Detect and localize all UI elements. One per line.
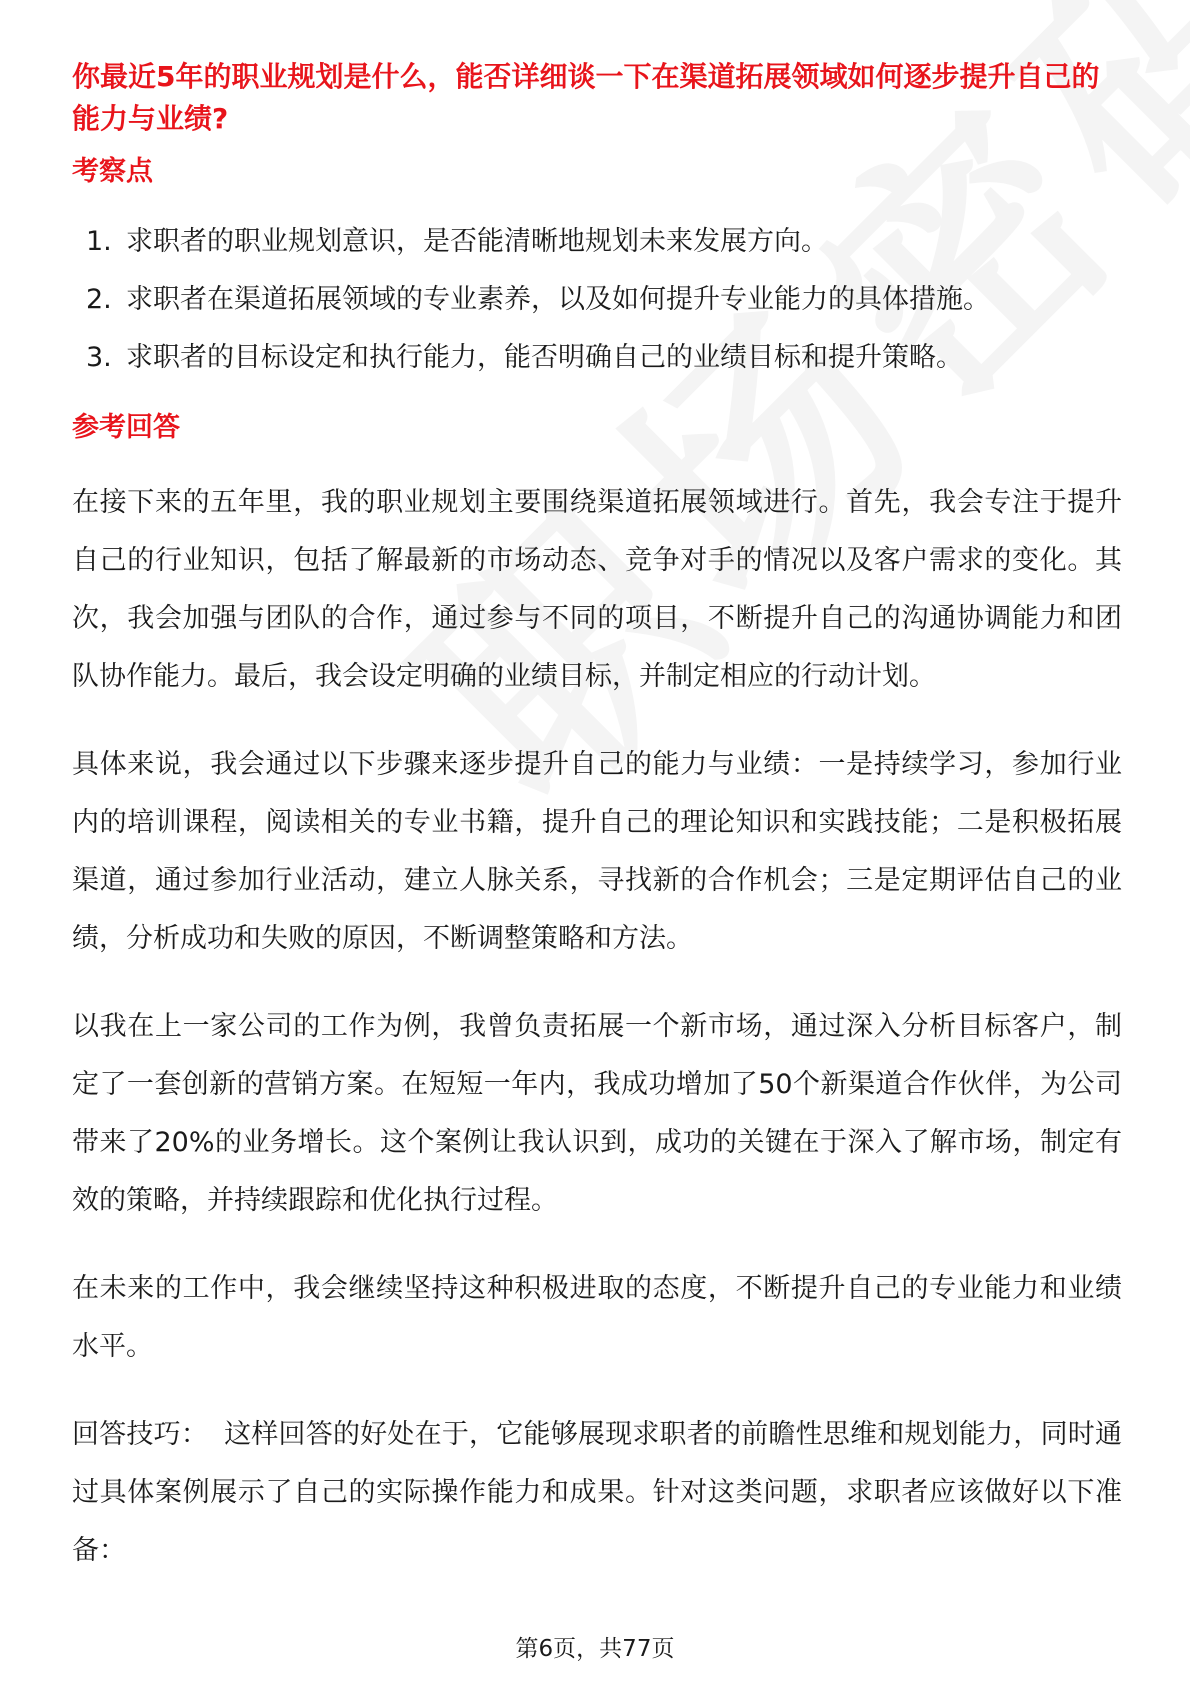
list-item: [72, 280, 1122, 320]
assessment-points-heading: 考察点: [72, 156, 153, 187]
tips-label: 回答技巧：: [72, 1419, 209, 1450]
tips-text: 这样回答的好处在于，它能够展现求职者的前瞻性思维和规划能力，同时通过具体案例展示了自己的实际操作能力和成果。针对这类问题，求职者应该做好以下准备：: [72, 1419, 1123, 1566]
answer-paragraph: 在接下来的五年里，我的职业规划主要围绕渠道拓展领域进行。首先，我会专注于提升自己的行业知识，包括了解最新的市场动态、竞争对手的情况以及客户需求的变化。其次，我会加强与团队的合作，通过参与不同的项目，不断提升自己的沟通协调能力和团队协作能力。最后，我会设定明确的业绩目标，并制定相应的行动计划。: [72, 487, 1122, 692]
list-item-text: 求职者的目标设定和执行能力，能否明确自己的业绩目标和提升策略。: [126, 342, 963, 373]
page-number: 第6页，共77页: [515, 1636, 675, 1662]
document-page: [72, 56, 1122, 1610]
answer-paragraph: 在未来的工作中，我会继续坚持这种积极进取的态度，不断提升自己的专业能力和业绩水平。: [72, 1273, 1122, 1362]
answer-paragraph: 具体来说，我会通过以下步骤来逐步提升自己的能力与业绩：一是持续学习，参加行业内的培训课程，阅读相关的专业书籍，提升自己的理论知识和实践技能；二是积极拓展渠道，通过参加行业活动，建立人脉关系，寻找新的合作机会；三是定期评估自己的业绩，分析成功和失败的原因，不断调整策略和方法。: [72, 749, 1122, 954]
answer-paragraph: 以我在上一家公司的工作为例，我曾负责拓展一个新市场，通过深入分析目标客户，制定了一套创新的营销方案。在短短一年内，我成功增加了50个新渠道合作伙伴，为公司带来了20%的业务增长。这个案例让我认识到，成功的关键在于深入了解市场，制定有效的策略，并持续跟踪和优化执行过程。: [72, 1011, 1122, 1216]
list-item-number: 1.: [86, 226, 112, 257]
list-item-number: 2.: [86, 284, 112, 315]
list-item: [72, 338, 1122, 378]
list-item-number: 3.: [86, 342, 112, 373]
assessment-points-list: [72, 222, 1122, 378]
list-item: [72, 222, 1122, 262]
answer-tips: [72, 1406, 1122, 1580]
list-item-text: 求职者在渠道拓展领域的专业素养，以及如何提升专业能力的具体措施。: [126, 284, 990, 315]
question-title: 你最近5年的职业规划是什么，能否详细谈一下在渠道拓展领域如何逐步提升自己的能力与业绩?: [72, 60, 1100, 135]
list-item-text: 求职者的职业规划意识，是否能清晰地规划未来发展方向。: [126, 226, 828, 257]
reference-answer-heading: 参考回答: [72, 412, 180, 443]
